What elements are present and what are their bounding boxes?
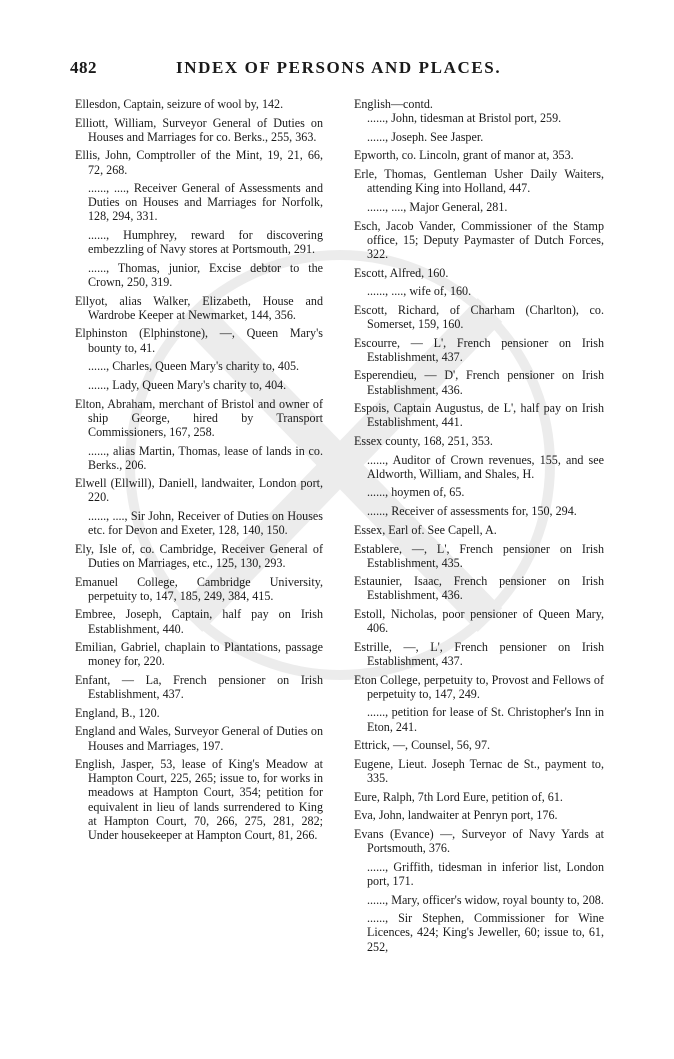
index-entry: Elphinston (Elphinstone), —, Queen Mary's bounty to, 41. <box>75 326 323 355</box>
index-subentry: ......, Sir Stephen, Commissioner for Wine Licences, 424; King's Jeweller, 60; issue to, 61, 252, <box>367 911 604 954</box>
index-entry: Establere, —, L', French pensioner on Irish Establishment, 435. <box>354 541 604 570</box>
index-subentry: ......, Griffith, tidesman in inferior list, London port, 171. <box>367 859 604 888</box>
index-entry: Ellis, John, Comptroller of the Mint, 19, 21, 66, 72, 268. <box>75 148 323 177</box>
index-subentry: ......, Charles, Queen Mary's charity to, 405. <box>88 359 300 374</box>
index-entry: Elwell (Ellwill), Daniell, landwaiter, London port, 220. <box>75 476 323 505</box>
index-subentry: ......, hoymen of, 65. <box>367 485 465 500</box>
index-entry: Estrille, —, L', French pensioner on Irish Establishment, 437. <box>354 639 604 668</box>
index-entry: English, Jasper, 53, lease of King's Meadow at Hampton Court, 225, 265; issue to, for works in meadows at Hampton Court, 354; petition for equivalent in lieu of lands surrendered to King at Hampton Court, 70, 266, 275, 281, 282; Under housekeeper at Hampton Court, 81, 266. <box>75 757 323 842</box>
index-entry: Ely, Isle of, co. Cambridge, Receiver General of Duties on Marriages, etc., 125, 130, 293. <box>75 541 323 570</box>
index-entry: Esperendieu, — D', French pensioner on Irish Establishment, 436. <box>354 368 604 397</box>
index-entry: Ellyot, alias Walker, Elizabeth, House and Wardrobe Keeper at Newmarket, 144, 356. <box>75 293 323 322</box>
index-entry: Emilian, Gabriel, chaplain to Plantations, passage money for, 220. <box>75 640 323 669</box>
index-subentry: ......, ...., Receiver General of Assessments and Duties on Houses and Marriages for Norfolk, 128, 294, 331. <box>88 181 323 224</box>
index-subentry: ......, Mary, officer's widow, royal bounty to, 208. <box>367 892 604 907</box>
index-entry: Escourre, — L', French pensioner on Irish Establishment, 437. <box>354 335 604 364</box>
index-entry: Ettrick, —, Counsel, 56, 97. <box>354 738 491 753</box>
index-subentry: ......, petition for lease of St. Christopher's Inn in Eton, 241. <box>367 705 604 734</box>
index-entry: Escott, Alfred, 160. <box>354 265 449 280</box>
index-subentry: ......, ...., Major General, 281. <box>367 199 508 214</box>
index-subentry: ......, Auditor of Crown revenues, 155, and see Aldworth, William, and Shales, H. <box>367 452 604 481</box>
index-entry: England, B., 120. <box>75 705 160 720</box>
index-entry: Epworth, co. Lincoln, grant of manor at, 353. <box>354 148 574 163</box>
index-subentry: ......, ...., Sir John, Receiver of Duties on Houses etc. for Devon and Exeter, 128, 140, 150. <box>88 509 323 538</box>
index-entry: Essex county, 168, 251, 353. <box>354 434 493 448</box>
index-subentry: ......, Joseph. See Jasper. <box>367 129 484 144</box>
index-subentry: ......, ...., wife of, 160. <box>367 284 472 299</box>
index-column-right <box>354 97 604 958</box>
index-entry: Eure, Ralph, 7th Lord Eure, petition of, 61. <box>354 789 563 804</box>
index-subentry: ......, Receiver of assessments for, 150, 294. <box>367 504 577 519</box>
index-entry: Evans (Evance) —, Surveyor of Navy Yards at Portsmouth, 376. <box>354 827 604 856</box>
page-number: 482 <box>70 58 97 77</box>
index-entry: Ellesdon, Captain, seizure of wool by, 142. <box>75 97 284 111</box>
index-entry: Eton College, perpetuity to, Provost and Fellows of perpetuity to, 147, 249. <box>354 672 604 701</box>
index-subentry: ......, Lady, Queen Mary's charity to, 404. <box>88 377 287 392</box>
index-entry: Enfant, — La, French pensioner on Irish Establishment, 437. <box>75 672 323 702</box>
index-entry: England and Wales, Surveyor General of Duties on Houses and Marriages, 197. <box>75 724 323 753</box>
index-entry: Embree, Joseph, Captain, half pay on Irish Establishment, 440. <box>75 607 323 636</box>
index-entry: Escott, Richard, of Charham (Charlton), co. Somerset, 159, 160. <box>354 302 604 331</box>
running-head: INDEX OF PERSONS AND PLACES. <box>176 58 502 77</box>
index-entry: Erle, Thomas, Gentleman Usher Daily Waiters, attending King into Holland, 447. <box>354 167 604 196</box>
index-entry: Estoll, Nicholas, poor pensioner of Queen Mary, 406. <box>354 607 604 636</box>
index-entry: Eva, John, landwaiter at Penryn port, 176. <box>354 808 558 823</box>
index-entry: Estaunier, Isaac, French pensioner on Irish Establishment, 436. <box>354 574 604 603</box>
index-entry: Eugene, Lieut. Joseph Ternac de St., payment to, 335. <box>354 756 604 785</box>
index-continuation-heading: English—contd. <box>354 97 433 111</box>
index-subentry: ......, Thomas, junior, Excise debtor to the Crown, 250, 319. <box>88 260 323 289</box>
index-entry: Espois, Captain Augustus, de L', half pay on Irish Establishment, 441. <box>354 401 604 430</box>
index-entry: Elliott, William, Surveyor General of Duties on Houses and Marriages for co. Berks., 255, 363. <box>75 115 323 144</box>
index-subentry: ......, alias Martin, Thomas, lease of lands in co. Berks., 206. <box>88 443 323 472</box>
index-entry: Essex, Earl of. See Capell, A. <box>354 522 497 537</box>
index-subentry: ......, Humphrey, reward for discovering embezzling of Navy stores at Portsmouth, 291. <box>88 228 323 257</box>
index-subentry: ......, John, tidesman at Bristol port, 259. <box>367 111 562 126</box>
index-column-left <box>75 97 323 846</box>
index-entry: Emanuel College, Cambridge University, perpetuity to, 147, 185, 249, 384, 415. <box>75 574 323 603</box>
index-entry: Esch, Jacob Vander, Commissioner of the Stamp office, 15; Deputy Paymaster of Dutch Forces, 322. <box>354 218 604 261</box>
index-entry: Elton, Abraham, merchant of Bristol and owner of ship George, hired by Transport Commissioners, 167, 258. <box>75 396 323 439</box>
